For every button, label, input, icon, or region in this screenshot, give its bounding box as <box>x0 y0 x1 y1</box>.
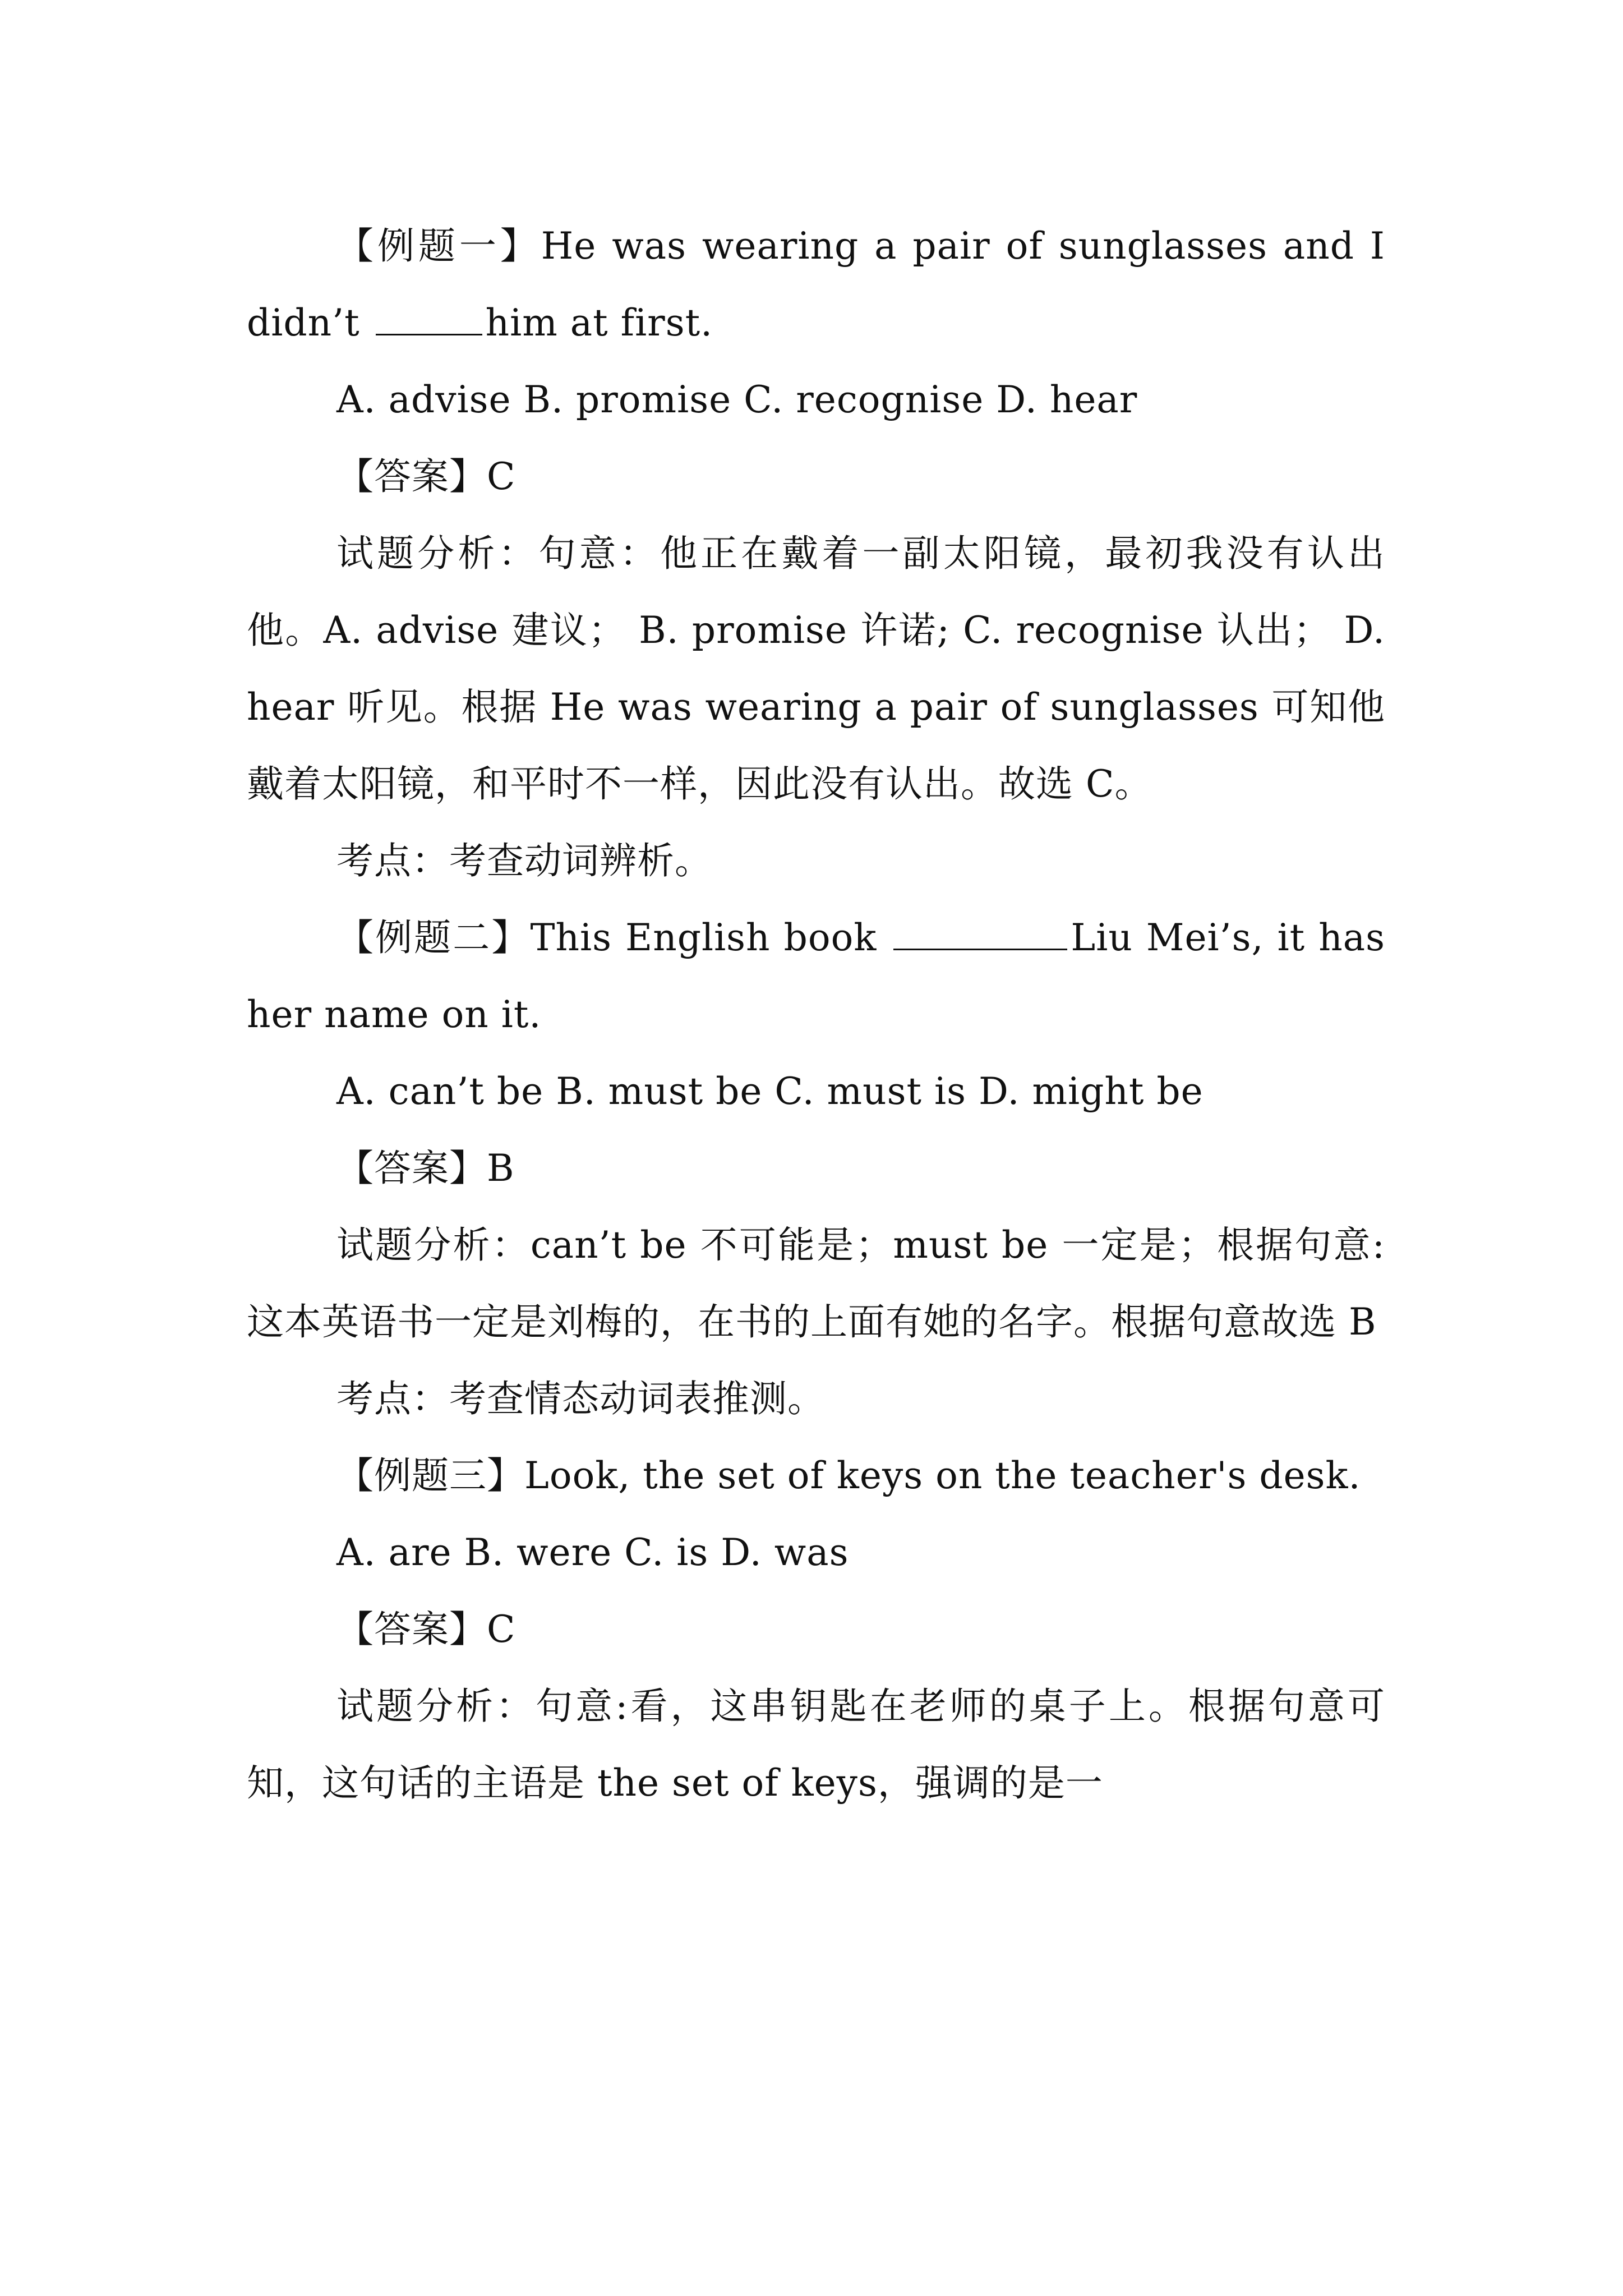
example-2-point: 考点：考查情态动词表推测。 <box>336 1377 825 1420</box>
example-3-analysis: 试题分析：句意:看，这串钥匙在老师的桌子上。根据句意可知，这句话的主语是 the set of keys，强调的是一 <box>247 1685 1385 1805</box>
example-2-options: A. can’t be B. must be C. must is D. might be <box>336 1070 1204 1113</box>
example-1-question-text-1: 【例题一】He was wearing a pair of sunglasses and I didn’t <box>247 224 1385 344</box>
example-1-question-text-2: him at first. <box>485 301 713 344</box>
example-1-blank <box>376 300 482 335</box>
example-2-answer: 【答案】B <box>336 1147 515 1190</box>
example-1-question <box>247 208 1385 361</box>
example-1-point: 考点：考查动词辨析。 <box>336 839 712 882</box>
example-3-question: 【例题三】Look, the set of keys on the teacher's desk. <box>336 1454 1361 1497</box>
document-body <box>247 208 1385 1821</box>
example-2-question-text-1: 【例题二】This English book <box>336 916 891 959</box>
example-2-question-text-2: Liu Mei’s, it has her name on it. <box>247 916 1385 1036</box>
example-1-analysis: 试题分析：句意：他正在戴着一副太阳镜，最初我没有认出他。A. advise 建议； B. promise 许诺; C. recognise 认出； D. hear 听见。根据 He was wearing a pair of sunglasses 可知他戴着太阳镜，和平时不一样，因此没有认出。故选 C。 <box>247 532 1385 806</box>
example-1-answer: 【答案】C <box>336 455 516 498</box>
example-3-options: A. are B. were C. is D. was <box>336 1531 849 1574</box>
example-1-options: A. advise B. promise C. recognise D. hear <box>336 378 1138 421</box>
example-2-blank <box>893 915 1067 950</box>
example-3-answer: 【答案】C <box>336 1608 516 1651</box>
example-2-question <box>247 899 1385 1053</box>
example-2-analysis: 试题分析：can’t be 不可能是；must be 一定是；根据句意: 这本英语书一定是刘梅的，在书的上面有她的名字。根据句意故选 B <box>247 1223 1385 1343</box>
